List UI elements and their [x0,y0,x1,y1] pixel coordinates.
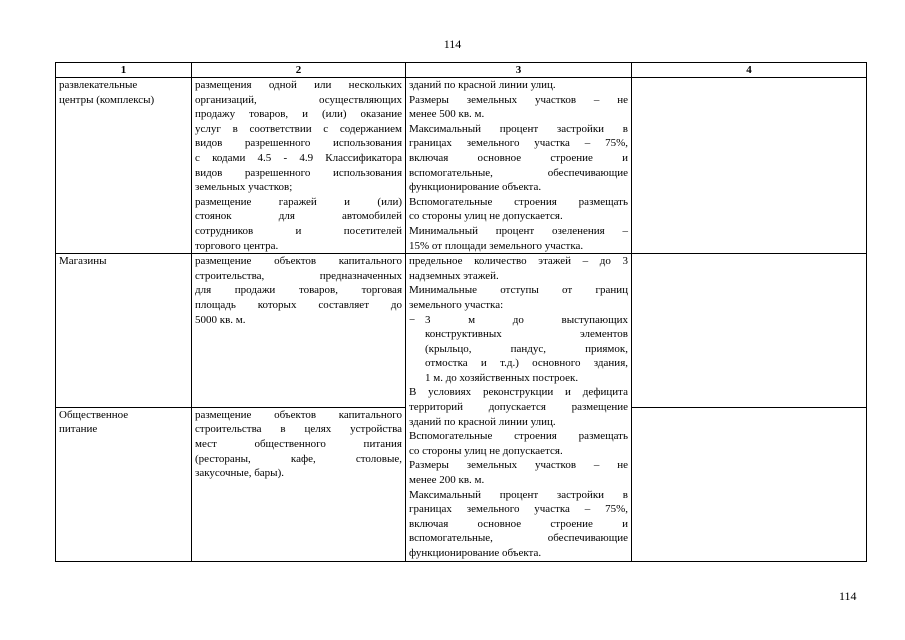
text-line: включая основное строение и [409,517,628,530]
text-line: функционирование объекта. [409,181,542,194]
text-line: территорий допускается размещение [409,401,628,414]
text-line: Размеры земельных участков – не [409,93,628,106]
text-line: строительства в целях устройства [195,423,402,436]
text-line: размещение гаражей и (или) [195,195,402,208]
cell-description [192,78,406,254]
text-line: земельных участков; [195,181,293,194]
text-line: Магазины [59,255,107,268]
text-line: размещение объектов капитального [195,255,402,268]
table-row [56,254,867,408]
text-line: организаций, осуществляющих [195,93,402,106]
column-header-2: 2 [192,63,406,78]
cell-empty [632,254,867,408]
text-line: включая основное строение и [409,151,628,164]
page-number-bottom: 114 [839,589,857,603]
text-line: питание [59,423,98,436]
text-line: зданий по красной линии улиц. [409,79,556,91]
text-line: Максимальный процент застройки в [409,488,628,501]
cell-empty [632,407,867,561]
cell-empty [632,78,867,254]
text-line: функционирование объекта. [409,547,542,559]
text-line: мест общественного питания [195,438,402,451]
text-line: отмостка и т.д.) основного здания, [425,357,628,370]
text-line: Вспомогательные строения размещать [409,195,628,208]
text-line: 5000 кв. м. [195,313,246,326]
text-line: размещение объектов капитального [195,408,402,421]
text-line: вспомогательные, обеспечивающие [409,166,628,179]
text-line: площадь которых составляет до [195,298,402,311]
text-line: Размеры земельных участков – не [409,459,628,472]
cell-use-type [56,78,192,254]
text-line: В условиях реконструкции и дефицита [409,386,628,399]
text-line: строительства, предназначенных [195,269,402,282]
text-line: для продажи товаров, торговая [195,284,402,297]
text-line: 1 м. до хозяйственных построек. [425,371,579,384]
text-line: границах земельного участка – 75%, [409,137,628,150]
cell-use-type [56,254,192,408]
text-line: с кодами 4.5 - 4.9 Классификатора [195,151,402,164]
table-header-row [56,63,867,78]
column-header-1: 1 [56,63,192,78]
text-line: вспомогательные, обеспечивающие [409,532,628,545]
column-header-3: 3 [406,63,632,78]
cell-parameters [406,78,632,254]
text-line: продажу товаров, и (или) оказание [195,108,402,121]
text-line: 3 м до выступающих [425,313,628,326]
text-line: менее 500 кв. м. [409,108,485,121]
text-line: зданий по красной линии улиц. [409,415,556,428]
table-row [56,78,867,254]
dash-bullet: − [409,313,416,326]
cell-description [192,407,406,561]
text-line: Минимальный процент озеленения – [409,224,628,237]
text-line: со стороны улиц не допускается. [409,210,563,223]
text-line: земельного участка: [409,298,504,311]
text-line: Общественное [59,408,129,421]
cell-description [192,254,406,408]
dash-list-item [409,313,628,386]
text-line: видов разрешенного использования [195,137,402,150]
page-number-top: 114 [443,37,462,51]
text-line: Максимальный процент застройки в [409,122,628,135]
text-line: центры (комплексы) [59,93,155,106]
column-header-4: 4 [632,63,867,78]
text-line: развлекательные [59,79,138,91]
text-line: сотрудников и посетителей [195,224,402,237]
text-line: видов разрешенного использования [195,166,402,179]
text-line: (крыльцо, пандус, приямок, [425,342,628,355]
text-line: торгового центра. [195,239,279,252]
text-line: конструктивных элементов [425,328,628,341]
text-line: надземных этажей. [409,269,499,282]
text-line: со стороны улиц не допускается. [409,444,563,457]
cell-parameters-merged [406,254,632,561]
cell-use-type [56,407,192,561]
text-line: (рестораны, кафе, столовые, [195,452,402,465]
text-line: предельное количество этажей – до 3 [409,255,628,268]
text-line: закусочные, бары). [195,467,284,480]
regulations-table [55,62,867,562]
text-line: 15% от площади земельного участка. [409,239,584,252]
text-line: размещения одной или нескольких [195,79,402,91]
text-line: услуг в соответствии с содержанием [195,122,402,135]
text-line: стоянок для автомобилей [195,210,402,223]
text-line: Вспомогательные строения размещать [409,430,628,443]
text-line: менее 200 кв. м. [409,474,485,487]
text-line: Минимальные отступы от границ [409,284,628,297]
text-line: границах земельного участка – 75%, [409,503,628,516]
